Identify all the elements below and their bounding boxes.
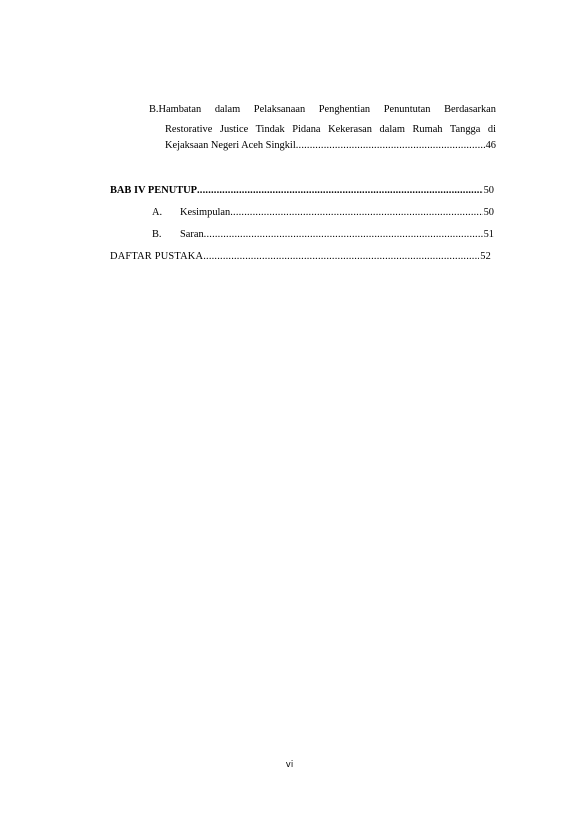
toc-entry-b-text-line1: Hambatan dalam Pelaksanaan Penghentian Penuntutan Berdasarkan bbox=[158, 104, 496, 115]
toc-entry-b-prefix: B. bbox=[149, 104, 159, 115]
toc-entry-saran-text: Saran bbox=[180, 229, 204, 240]
toc-entry-saran-label: B. bbox=[152, 229, 162, 240]
toc-entry-bab4-page: 50 bbox=[483, 185, 494, 196]
toc-entry-b-line1 bbox=[149, 103, 496, 116]
toc-entry-saran-page: 51 bbox=[483, 229, 494, 240]
toc-entry-saran bbox=[152, 228, 494, 241]
toc-entry-daftar-page: 52 bbox=[480, 251, 491, 262]
toc-entry-daftar-pustaka bbox=[110, 250, 491, 263]
toc-entry-daftar-title: DAFTAR PUSTAKA bbox=[110, 251, 204, 262]
toc-entry-kesimpulan-text: Kesimpulan bbox=[180, 207, 231, 218]
page-number: vi bbox=[285, 760, 294, 770]
toc-leader-dots bbox=[296, 139, 485, 152]
toc-leader-dots bbox=[197, 184, 483, 197]
toc-leader-dots bbox=[204, 228, 483, 241]
toc-entry-b-line2 bbox=[165, 123, 496, 136]
toc-entry-kesimpulan-page: 50 bbox=[483, 207, 494, 218]
toc-entry-kesimpulan-label: A. bbox=[152, 207, 163, 218]
toc-entry-bab4 bbox=[110, 184, 494, 197]
toc-entry-b-line3 bbox=[165, 139, 496, 152]
toc-entry-b-text-line2: Restorative Justice Tindak Pidana Kekerasan dalam Rumah Tangga di bbox=[165, 124, 496, 135]
toc-leader-dots bbox=[203, 250, 479, 263]
toc-leader-dots bbox=[230, 206, 482, 219]
toc-entry-b-text-line3: Kejaksaan Negeri Aceh Singkil bbox=[165, 140, 296, 151]
toc-entry-kesimpulan bbox=[152, 206, 494, 219]
toc-entry-b-page: 46 bbox=[485, 140, 496, 151]
toc-entry-bab4-title: BAB IV PENUTUP bbox=[110, 185, 197, 196]
